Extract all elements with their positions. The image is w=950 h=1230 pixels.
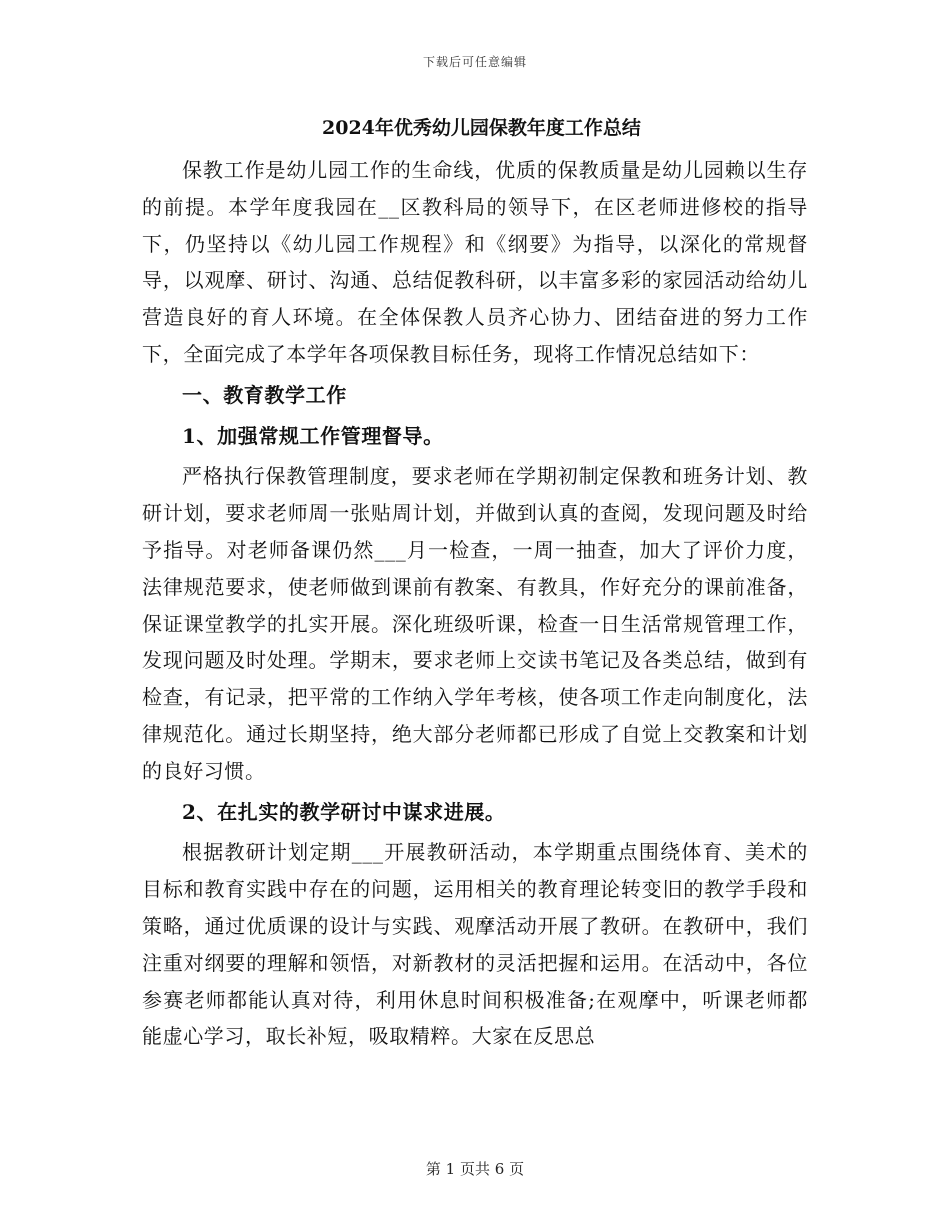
document-title: 2024年优秀幼儿园保教年度工作总结: [322, 117, 641, 139]
subsection-heading-routine: 1、加强常规工作管理督导。: [182, 423, 444, 448]
intro-paragraph: 保教工作是幼儿园工作的生命线，优质的保教质量是幼儿园赖以生存的前提。本学年度我园在__区教科局的领导下，在区老师进修校的指导下，仍坚持以《幼儿园工作规程》和《纲要》为指导，以深化的常规督导，以观摩、研讨、沟通、总结促教科研，以丰富多彩的家园活动给幼儿营造良好的育人环境。在全体保教人员齐心协力、团结奋进的努力工作下，全面完成了本学年各项保教目标任务，现将工作情况总结如下：: [142, 158, 808, 366]
header-note: 下载后可任意编辑: [422, 55, 527, 69]
routine-paragraph: 严格执行保教管理制度，要求老师在学期初制定保教和班务计划、教研计划，要求老师周一张贴周计划，并做到认真的查阅，发现问题及时给予指导。对老师备课仍然___月一检查，一周一抽查，加大了评价力度，法律规范要求，使老师做到课前有教案、有教具，作好充分的课前准备，保证课堂教学的扎实开展。深化班级听课，检查一日生活常规管理工作，发现问题及时处理。学期末，要求老师上交读书笔记及各类总结，做到有检查，有记录，把平常的工作纳入学年考核，使各项工作走向制度化，法律规范化。通过长期坚持，绝大部分老师都已形成了自觉上交教案和计划的良好习惯。: [142, 464, 808, 783]
subsection-heading-research: 2、在扎实的教学研讨中谋求进展。: [182, 799, 506, 824]
section-heading-education: 一、教育教学工作: [182, 382, 347, 407]
page-number: 第 1 页共 6 页: [425, 1160, 525, 1178]
research-paragraph: 根据教研计划定期___开展教研活动，本学期重点围绕体育、美术的目标和教育实践中存在的问题，运用相关的教育理论转变旧的教学手段和策略，通过优质课的设计与实践、观摩活动开展了教研。在教研中，我们注重对纲要的理解和领悟，对新教材的灵活把握和运用。在活动中，各位参赛老师都能认真对待，利用休息时间积极准备;在观摩中，听课老师都能虚心学习，取长补短，吸取精粹。大家在反思总: [142, 840, 808, 1049]
document-body: [142, 110, 808, 1055]
